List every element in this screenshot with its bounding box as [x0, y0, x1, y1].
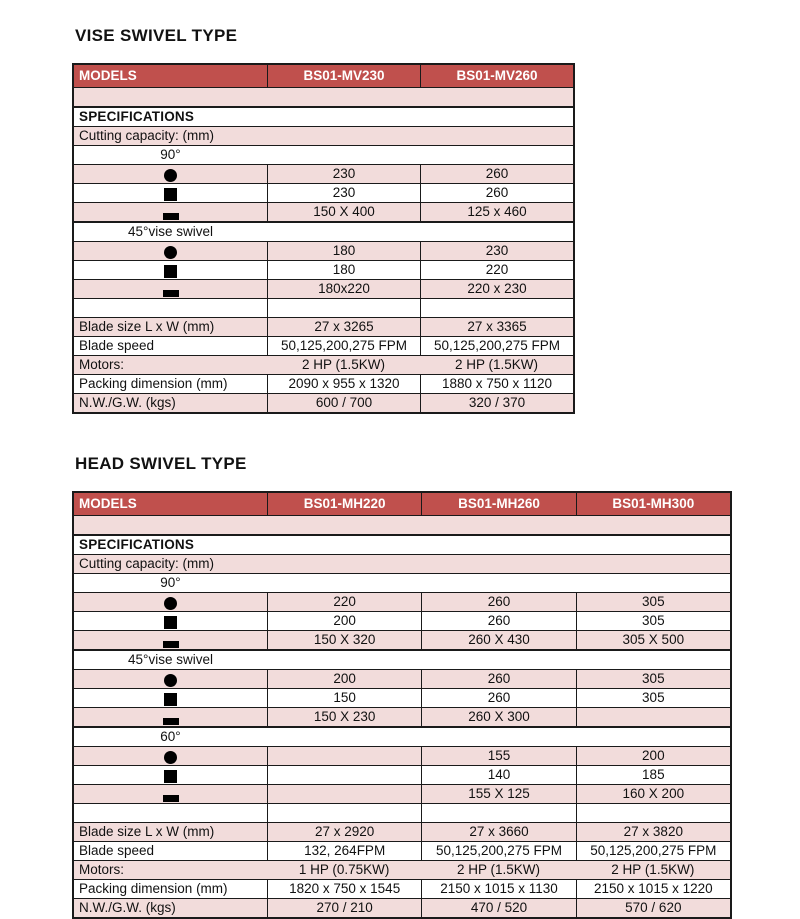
value-cell — [267, 766, 421, 784]
value-cell: 1 HP (0.75KW) — [298, 862, 390, 877]
table-row — [74, 592, 730, 611]
section-label: 90° — [160, 575, 181, 590]
table-row — [74, 630, 730, 649]
table-row — [74, 573, 730, 592]
table-row — [74, 221, 573, 241]
circle-icon — [164, 597, 177, 610]
value-cell: 150 X 230 — [267, 708, 421, 726]
square-icon — [164, 770, 177, 783]
value-cell: 260 — [420, 165, 573, 183]
value-cell: 270 / 210 — [267, 899, 421, 917]
rect-symbol-cell — [74, 631, 267, 649]
head-swivel-section — [72, 454, 800, 919]
value-cell: 27 x 3660 — [421, 823, 575, 841]
value-cell: 2150 x 1015 x 1220 — [576, 880, 730, 898]
table-row — [74, 87, 573, 106]
section-label: 90° — [160, 147, 181, 162]
value-cell: 160 X 200 — [576, 785, 730, 803]
empty-label-cell — [74, 804, 267, 822]
merged-row-label: Cutting capacity: (mm) — [79, 556, 215, 571]
circle-symbol-cell — [74, 165, 267, 183]
table-row — [74, 726, 730, 746]
table-row — [74, 803, 730, 822]
value-cell: 305 — [576, 593, 730, 611]
table-row — [74, 336, 573, 355]
square-icon — [164, 616, 177, 629]
value-cell — [576, 708, 730, 726]
merged-row-label: Cutting capacity: (mm) — [79, 128, 215, 143]
value-cell — [267, 785, 421, 803]
value-cell: 200 — [267, 670, 421, 688]
section-row-filler — [267, 651, 730, 669]
square-icon — [164, 693, 177, 706]
value-cell: 2 HP (1.5KW) — [611, 862, 695, 877]
value-cell: 320 / 370 — [420, 394, 573, 412]
model-name-header: BS01-MV230 — [267, 65, 420, 87]
table-row — [74, 860, 730, 879]
row-label: Blade speed — [79, 338, 155, 353]
table-row — [74, 355, 573, 374]
table-row — [74, 554, 730, 573]
value-cell — [267, 804, 421, 822]
circle-symbol-cell — [74, 670, 267, 688]
model-name-header: BS01-MH300 — [576, 493, 730, 515]
model-name-header: BS01-MH260 — [421, 493, 575, 515]
table-row — [74, 126, 573, 145]
rect-icon — [163, 795, 179, 802]
table-row — [74, 164, 573, 183]
empty-merged-cell — [74, 88, 573, 106]
section-title-vise-swivel: VISE SWIVEL TYPE — [75, 26, 238, 45]
value-cell: 185 — [576, 766, 730, 784]
value-cell: 230 — [267, 165, 420, 183]
table-row — [74, 515, 730, 534]
value-cell: 150 X 400 — [267, 203, 420, 221]
table-row — [74, 298, 573, 317]
table-row — [74, 765, 730, 784]
value-cell: 27 x 3365 — [420, 318, 573, 336]
rect-icon — [163, 641, 179, 648]
value-cell: 260 — [421, 689, 575, 707]
table-header-row — [74, 65, 573, 87]
table-row — [74, 145, 573, 164]
value-cell: 125 x 460 — [420, 203, 573, 221]
value-cell: 470 / 520 — [421, 899, 575, 917]
table-row — [74, 279, 573, 298]
value-cell: 260 — [420, 184, 573, 202]
rect-icon — [163, 718, 179, 725]
value-cell: 132, 264FPM — [267, 842, 421, 860]
table-row — [74, 898, 730, 917]
circle-symbol-cell — [74, 242, 267, 260]
value-cell: 260 — [421, 612, 575, 630]
value-cell — [267, 747, 421, 765]
circle-icon — [164, 169, 177, 182]
table-row — [74, 669, 730, 688]
vise-swivel-section — [72, 26, 800, 414]
value-cell: 50,125,200,275 FPM — [576, 842, 730, 860]
section-row-filler — [267, 574, 730, 592]
row-label: N.W./G.W. (kgs) — [79, 900, 176, 915]
circle-symbol-cell — [74, 593, 267, 611]
table-row — [74, 260, 573, 279]
table-row — [74, 611, 730, 630]
value-cell: 50,125,200,275 FPM — [421, 842, 575, 860]
row-label: Blade speed — [79, 843, 155, 858]
table-row — [74, 707, 730, 726]
value-cell: 150 — [267, 689, 421, 707]
rect-symbol-cell — [74, 280, 267, 298]
table-row — [74, 841, 730, 860]
value-cell: 180 — [267, 242, 420, 260]
value-cell: 220 — [420, 261, 573, 279]
value-cell: 200 — [267, 612, 421, 630]
circle-icon — [164, 674, 177, 687]
circle-symbol-cell — [74, 747, 267, 765]
value-cell: 50,125,200,275 FPM — [267, 337, 420, 355]
value-cell: 50,125,200,275 FPM — [420, 337, 573, 355]
value-cell: 305 X 500 — [576, 631, 730, 649]
model-name-header: BS01-MH220 — [267, 493, 421, 515]
value-cell — [267, 299, 420, 317]
value-cell: 27 x 3265 — [267, 318, 420, 336]
value-cell: 27 x 2920 — [267, 823, 421, 841]
value-cell: 2 HP (1.5KW) — [456, 862, 540, 877]
value-cell: 220 x 230 — [420, 280, 573, 298]
rect-symbol-cell — [74, 785, 267, 803]
square-symbol-cell — [74, 612, 267, 630]
row-label: Blade size L x W (mm) — [79, 824, 215, 839]
models-header-label: MODELS — [79, 496, 137, 511]
table-row — [74, 746, 730, 765]
rect-icon — [163, 213, 179, 220]
table-row — [74, 317, 573, 336]
circle-icon — [164, 246, 177, 259]
circle-icon — [164, 751, 177, 764]
value-cell: 230 — [267, 184, 420, 202]
square-symbol-cell — [74, 689, 267, 707]
value-cell: 200 — [576, 747, 730, 765]
section-label: 60° — [160, 729, 181, 744]
section-label: 45°vise swivel — [128, 652, 213, 667]
section-row-filler — [267, 728, 730, 746]
value-cell: 1820 x 750 x 1545 — [267, 880, 421, 898]
value-cell — [576, 804, 730, 822]
value-cell: 305 — [576, 670, 730, 688]
section-label: 45°vise swivel — [128, 224, 213, 239]
value-cell: 260 X 430 — [421, 631, 575, 649]
square-symbol-cell — [74, 184, 267, 202]
row-label: N.W./G.W. (kgs) — [79, 395, 176, 410]
value-cell: 2150 x 1015 x 1130 — [421, 880, 575, 898]
value-cell: 220 — [267, 593, 421, 611]
value-cell: 305 — [576, 689, 730, 707]
value-cell: 570 / 620 — [576, 899, 730, 917]
value-cell: 180x220 — [267, 280, 420, 298]
value-cell: 155 — [421, 747, 575, 765]
rect-symbol-cell — [74, 708, 267, 726]
value-cell: 150 X 320 — [267, 631, 421, 649]
square-symbol-cell — [74, 766, 267, 784]
table-row — [74, 106, 573, 126]
section-row-filler — [267, 146, 573, 164]
head-swivel-spec-table — [72, 491, 732, 919]
row-label: Blade size L x W (mm) — [79, 319, 215, 334]
rect-icon — [163, 290, 179, 297]
rect-symbol-cell — [74, 203, 267, 221]
square-icon — [164, 265, 177, 278]
model-name-header: BS01-MV260 — [420, 65, 573, 87]
value-cell: 180 — [267, 261, 420, 279]
value-cell: 155 X 125 — [421, 785, 575, 803]
empty-label-cell — [74, 299, 267, 317]
table-row — [74, 879, 730, 898]
value-cell: 2 HP (1.5KW) — [301, 357, 386, 372]
table-row — [74, 534, 730, 554]
empty-merged-cell — [74, 516, 730, 534]
table-row — [74, 649, 730, 669]
table-row — [74, 241, 573, 260]
value-cell: 230 — [420, 242, 573, 260]
value-cell: 260 X 300 — [421, 708, 575, 726]
value-cell — [420, 299, 573, 317]
table-row — [74, 183, 573, 202]
merged-row-label: SPECIFICATIONS — [79, 537, 195, 552]
table-row — [74, 374, 573, 393]
merged-row-label: SPECIFICATIONS — [79, 109, 195, 124]
models-header-label: MODELS — [79, 68, 137, 83]
square-icon — [164, 188, 177, 201]
table-row — [74, 822, 730, 841]
section-title-head-swivel: HEAD SWIVEL TYPE — [75, 454, 247, 473]
value-cell: 600 / 700 — [267, 394, 420, 412]
table-row — [74, 784, 730, 803]
row-label: Packing dimension (mm) — [79, 881, 228, 896]
table-row — [74, 688, 730, 707]
value-cell: 1880 x 750 x 1120 — [420, 375, 573, 393]
value-cell — [421, 804, 575, 822]
value-cell: 2090 x 955 x 1320 — [267, 375, 420, 393]
section-row-filler — [267, 223, 573, 241]
row-label: Packing dimension (mm) — [79, 376, 228, 391]
value-cell: 140 — [421, 766, 575, 784]
row-label: Motors: — [79, 357, 125, 372]
table-header-row — [74, 493, 730, 515]
vise-swivel-spec-table — [72, 63, 575, 414]
value-cell: 2 HP (1.5KW) — [454, 357, 539, 372]
value-cell: 260 — [421, 670, 575, 688]
table-row — [74, 393, 573, 412]
row-label: Motors: — [79, 862, 125, 877]
value-cell: 260 — [421, 593, 575, 611]
square-symbol-cell — [74, 261, 267, 279]
value-cell: 305 — [576, 612, 730, 630]
table-row — [74, 202, 573, 221]
value-cell: 27 x 3820 — [576, 823, 730, 841]
